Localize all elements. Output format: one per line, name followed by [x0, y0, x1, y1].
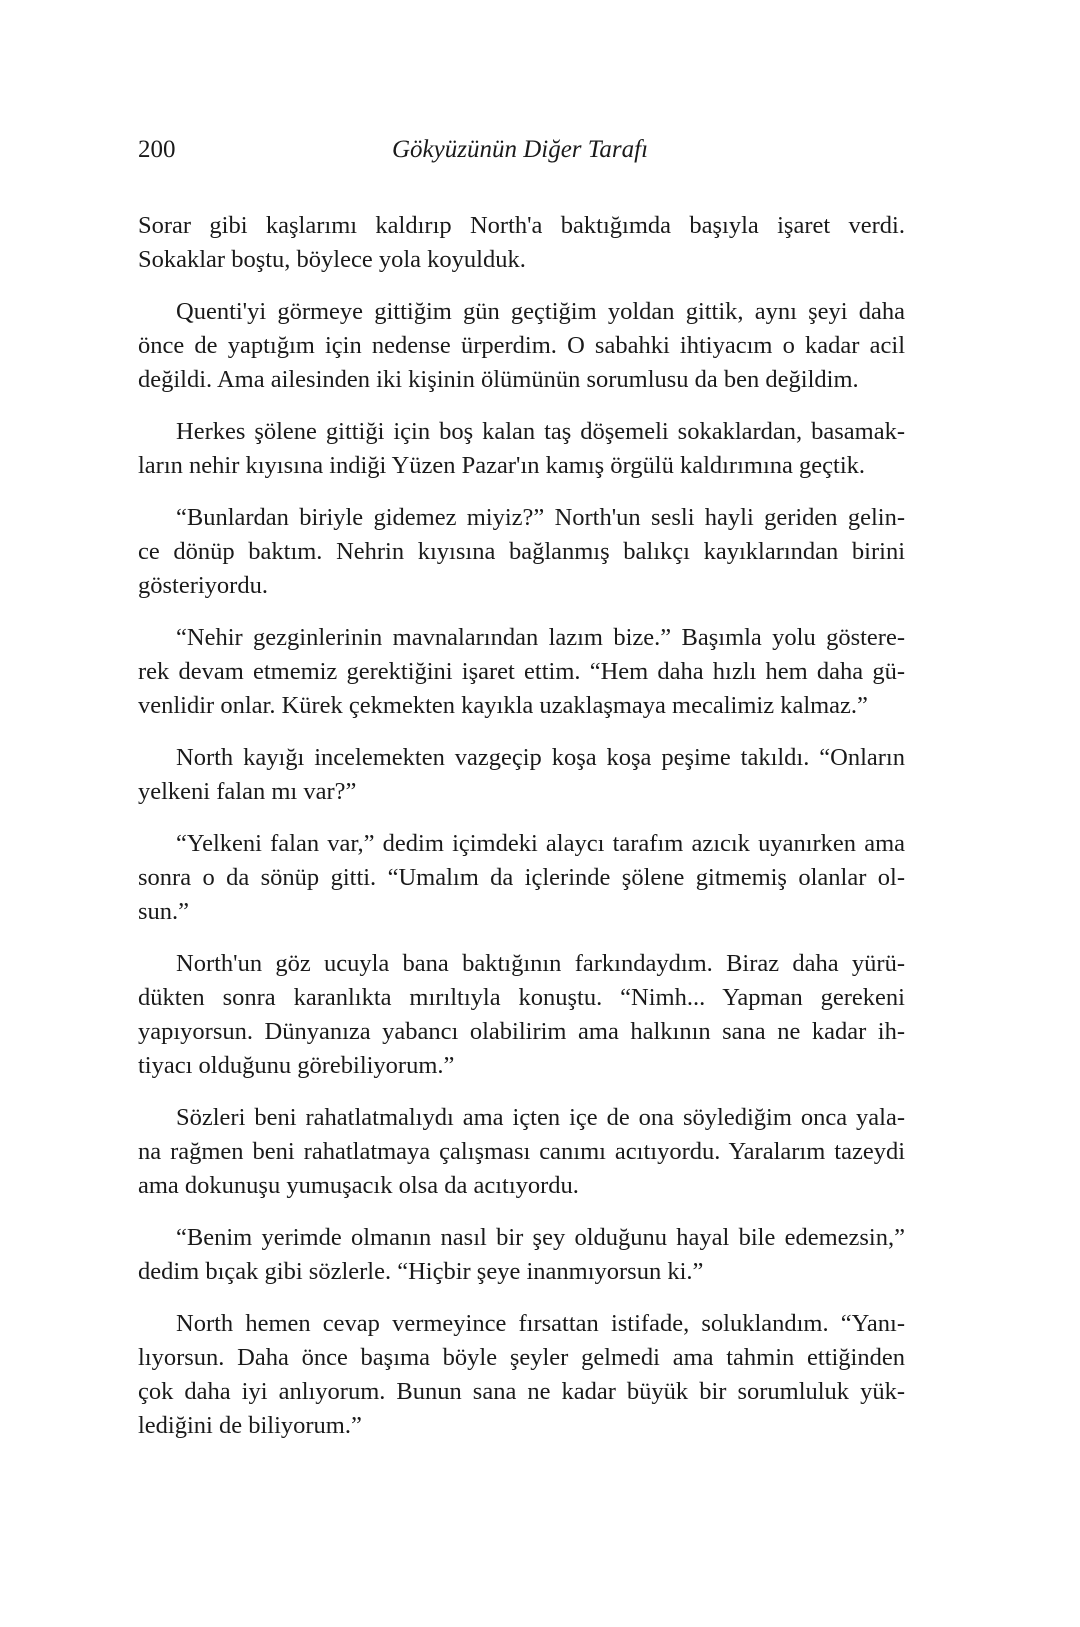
- paragraph: [138, 1101, 905, 1203]
- text-line: ce dönüp baktım. Nehrin kıyısına bağlanmış balıkçı kayıklarından birini: [138, 538, 905, 565]
- paragraph: [138, 209, 905, 277]
- paragraph: [138, 415, 905, 483]
- text-line: Sorar gibi kaşlarımı kaldırıp North'a baktığımda başıyla işaret verdi.: [138, 212, 905, 239]
- paragraph: [138, 741, 905, 809]
- paragraph: [138, 295, 905, 397]
- text-line: gösteriyordu.: [138, 572, 268, 599]
- text-line: “Benim yerimde olmanın nasıl bir şey olduğunu hayal bile edemezsin,”: [176, 1224, 905, 1251]
- text-line: lediğini de biliyorum.”: [138, 1412, 362, 1439]
- text-line: sun.”: [138, 898, 190, 925]
- text-line: önce de yaptığım için nedense ürperdim. O sabahki ihtiyacım o kadar acil: [138, 332, 905, 359]
- paragraph: [138, 947, 905, 1083]
- running-title: Gökyüzünün Diğer Tarafı: [391, 136, 649, 163]
- text-line: çok daha iyi anlıyorum. Bunun sana ne kadar büyük bir sorumluluk yük-: [138, 1378, 905, 1405]
- text-line: dedim bıçak gibi sözlerle. “Hiçbir şeye inanmıyorsun ki.”: [138, 1258, 704, 1285]
- text-line: lıyorsun. Daha önce başıma böyle şeyler gelmedi ama tahmin ettiğinden: [138, 1344, 905, 1371]
- text-line: ların nehir kıyısına indiği Yüzen Pazar'ın kamış örgülü kaldırımına geçtik.: [138, 452, 865, 479]
- text-line: venlidir onlar. Kürek çekmekten kayıkla uzaklaşmaya mecalimiz kalmaz.”: [138, 692, 868, 719]
- text-line: Sokaklar boştu, böylece yola koyulduk.: [138, 246, 526, 273]
- paragraph: [138, 1221, 905, 1289]
- text-line: tiyacı olduğunu görebiliyorum.”: [138, 1052, 455, 1079]
- text-line: değildi. Ama ailesinden iki kişinin ölümünün sorumlusu da ben değildim.: [138, 366, 859, 393]
- text-line: “Bunlardan biriyle gidemez miyiz?” North'un sesli hayli geriden gelin-: [176, 504, 905, 531]
- text-line: yelkeni falan mı var?”: [138, 778, 357, 805]
- paragraph: [138, 1307, 905, 1443]
- text-line: North'un göz ucuyla bana baktığının farkındaydım. Biraz daha yürü-: [176, 950, 905, 977]
- page-number: 200: [138, 136, 176, 163]
- text-line: yapıyorsun. Dünyanıza yabancı olabilirim ama halkının sana ne kadar ih-: [138, 1018, 905, 1045]
- text-line: na rağmen beni rahatlatmaya çalışması canımı acıtıyordu. Yaralarım tazeydi: [138, 1138, 905, 1165]
- text-line: ama dokunuşu yumuşacık olsa da acıtıyordu.: [138, 1172, 579, 1199]
- paragraph: [138, 621, 905, 723]
- text-line: dükten sonra karanlıkta mırıltıyla konuştu. “Nimh... Yapman gerekeni: [138, 984, 905, 1011]
- text-line: North hemen cevap vermeyince fırsattan istifade, soluklandım. “Yanı-: [176, 1310, 905, 1337]
- text-line: Herkes şölene gittiği için boş kalan taş döşemeli sokaklardan, basamak-: [176, 418, 905, 445]
- text-line: Quenti'yi görmeye gittiğim gün geçtiğim yoldan gittik, aynı şeyi daha: [176, 298, 905, 325]
- text-line: rek devam etmemiz gerektiğini işaret ettim. “Hem daha hızlı hem daha gü-: [138, 658, 905, 685]
- paragraph: [138, 827, 905, 929]
- page-body: [138, 209, 905, 1461]
- text-line: Sözleri beni rahatlatmalıydı ama içten içe de ona söylediğim onca yala-: [176, 1104, 905, 1131]
- text-line: “Yelkeni falan var,” dedim içimdeki alaycı tarafım azıcık uyanırken ama: [176, 830, 905, 857]
- text-line: North kayığı incelemekten vazgeçip koşa koşa peşime takıldı. “Onların: [176, 744, 905, 771]
- paragraph: [138, 501, 905, 603]
- text-line: sonra o da sönüp gitti. “Umalım da içlerinde şölene gitmemiş olanlar ol-: [138, 864, 905, 891]
- text-line: “Nehir gezginlerinin mavnalarından lazım bize.” Başımla yolu göstere-: [176, 624, 905, 651]
